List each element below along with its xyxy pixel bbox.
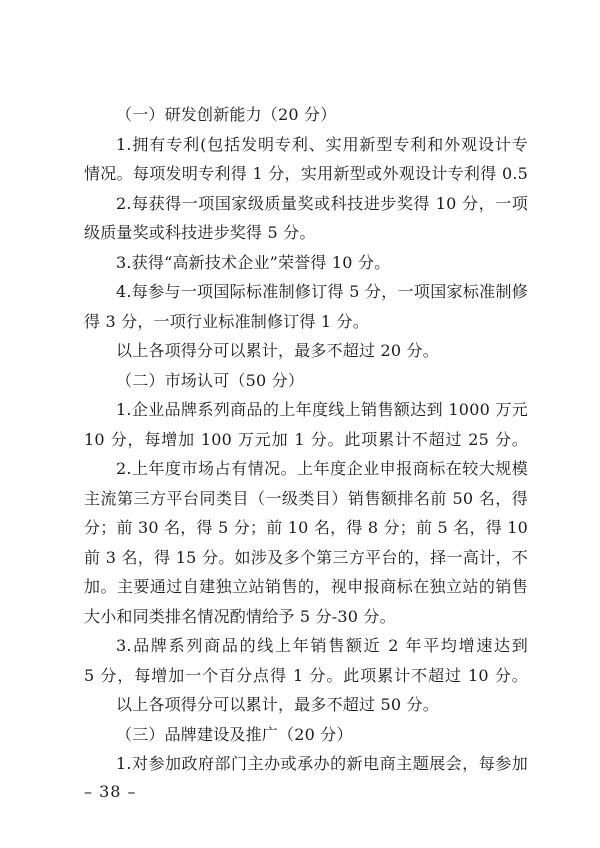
text-line: 4.每参与一项国际标准制修订得 5 分，一项国家标准制修 <box>116 282 528 301</box>
text-line: 以上各项得分可以累计，最多不超过 50 分。 <box>116 695 439 714</box>
text-line: 情况。每项发明专利得 1 分，实用新型或外观设计专利得 0.5 <box>84 164 528 183</box>
text-line: 3.获得“高新技术企业”荣誉得 10 分。 <box>116 252 391 272</box>
text-line: 加。主要通过自建独立站销售的，视申报商标在独立站的销售 <box>84 577 528 596</box>
text-line: （三）品牌建设及推广（20 分） <box>116 724 353 744</box>
document-body <box>84 100 528 779</box>
text-line: 得 3 分，一项行业标准制修订得 1 分。 <box>84 311 369 331</box>
text-line: 以上各项得分可以累计，最多不超过 20 分。 <box>116 341 439 360</box>
text-line: 1.企业品牌系列商品的上年度线上销售额达到 1000 万元 <box>116 400 528 419</box>
text-line: （一）研发创新能力（20 分） <box>116 105 337 124</box>
text-line: 主流第三方平台同类目（一级类目）销售额排名前 50 名，得 <box>84 488 528 508</box>
text-line: 5 分，每增加一个百分点得 1 分。此项累计不超过 10 分。 <box>84 665 528 685</box>
text-line: 前 3 名，得 15 分。如涉及多个第三方平台的，择一高计，不 <box>84 547 528 567</box>
text-line: 大小和同类排名情况酌情给予 5 分-30 分。 <box>84 606 396 626</box>
text-line: 1.拥有专利(包括发明专利、实用新型专利和外观设计专 <box>116 134 528 154</box>
text-line: 级质量奖或科技进步奖得 5 分。 <box>84 223 316 242</box>
text-line: 分；前 30 名，得 5 分；前 10 名，得 8 分；前 5 名，得 10 <box>84 518 528 537</box>
page-number: – 38 – <box>84 782 137 801</box>
text-line: 2.每获得一项国家级质量奖或科技进步奖得 10 分，一项 <box>116 193 528 213</box>
text-line: 1.对参加政府部门主办或承办的新电商主题展会，每参加 <box>116 754 528 773</box>
text-line: 10 分，每增加 100 万元加 1 分。此项累计不超过 25 分。 <box>84 429 528 449</box>
text-line: （二）市场认可（50 分） <box>116 370 305 390</box>
text-line: 3.品牌系列商品的线上年销售额近 2 年平均增速达到 <box>116 636 528 655</box>
text-line: 2.上年度市场占有情况。上年度企业申报商标在较大规模 <box>116 459 528 478</box>
